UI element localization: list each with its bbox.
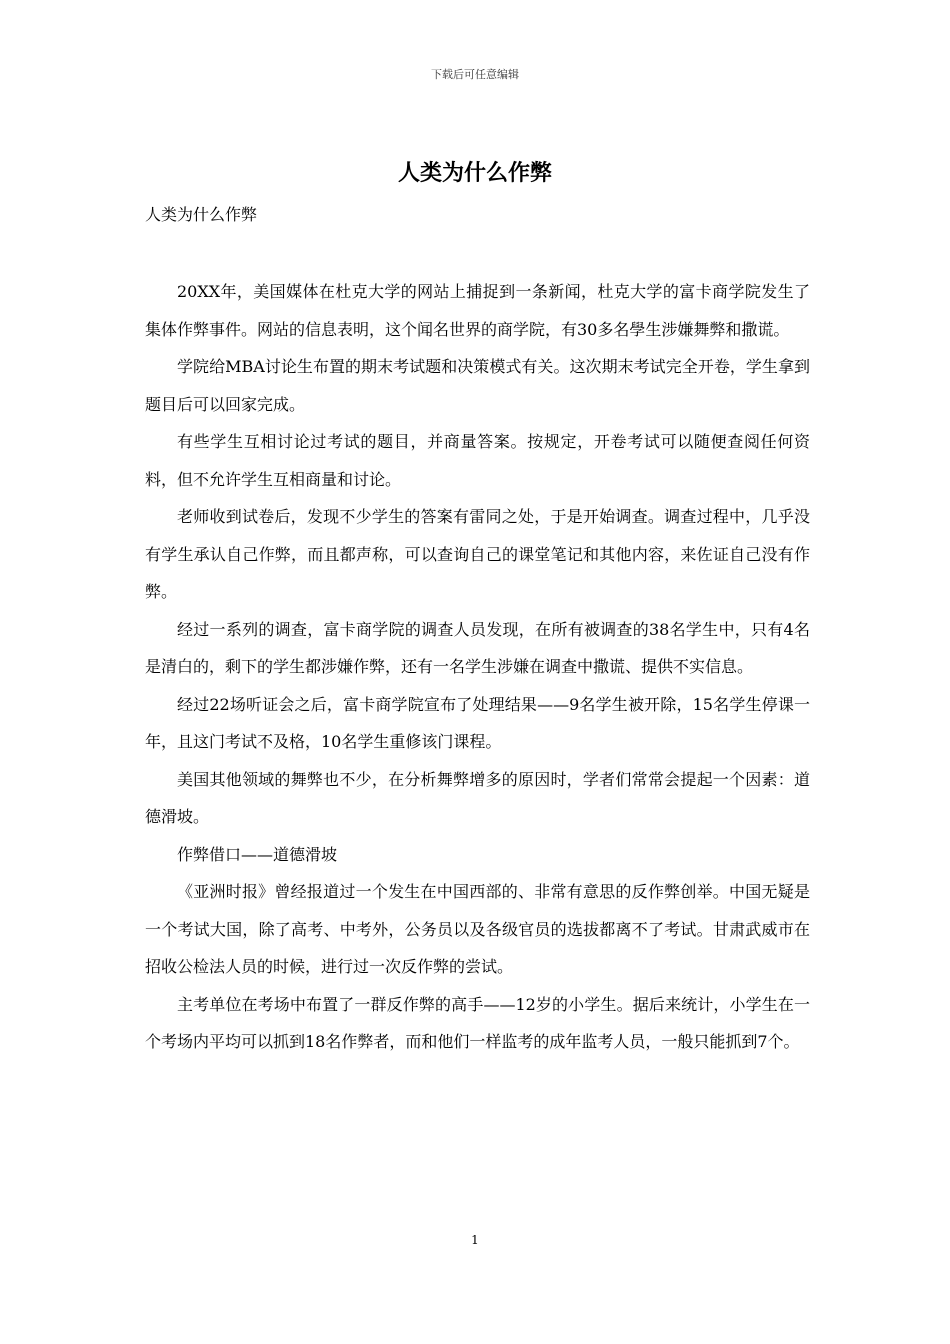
paragraph: 主考单位在考场中布置了一群反作弊的高手——12岁的小学生。据后来统计，小学生在一个考场内平均可以抓到18名作弊者，而和他们一样监考的成年监考人员，一般只能抓到7个。 bbox=[145, 994, 810, 1051]
paragraph: 美国其他领域的舞弊也不少，在分析舞弊增多的原因时，学者们常常会提起一个因素：道德滑坡。 bbox=[145, 769, 810, 826]
document-subtitle: 人类为什么作弊 bbox=[145, 205, 258, 224]
document-title: 人类为什么作弊 bbox=[397, 160, 552, 186]
paragraph: 20XX年，美国媒体在杜克大学的网站上捕捉到一条新闻，杜克大学的富卡商学院发生了集体作弊事件。网站的信息表明，这个闻名世界的商学院，有30多名學生涉嫌舞弊和撒谎。 bbox=[145, 282, 810, 339]
header-note: 下载后可任意编辑 bbox=[431, 68, 519, 81]
paragraph: 学院给MBA讨论生布置的期末考试题和决策模式有关。这次期末考试完全开卷，学生拿到题目后可以回家完成。 bbox=[145, 357, 810, 414]
section-heading: 作弊借口——道德滑坡 bbox=[177, 844, 338, 864]
document-body bbox=[145, 273, 810, 1061]
page-number: 1 bbox=[471, 1233, 479, 1247]
paragraph: 老师收到试卷后，发现不少学生的答案有雷同之处，于是开始调查。调查过程中，几乎没有学生承认自己作弊，而且都声称，可以查询自己的课堂笔记和其他内容，来佐证自己没有作弊。 bbox=[145, 507, 810, 601]
paragraph: 有些学生互相讨论过考试的题目，并商量答案。按规定，开卷考试可以随便查阅任何资料，但不允许学生互相商量和讨论。 bbox=[145, 432, 810, 489]
paragraph: 《亚洲时报》曾经报道过一个发生在中国西部的、非常有意思的反作弊创举。中国无疑是一个考试大国，除了高考、中考外，公务员以及各级官员的选拔都离不了考试。甘肃武威市在招收公检法人员的时候，进行过一次反作弊的尝试。 bbox=[145, 882, 810, 976]
paragraph: 经过一系列的调查，富卡商学院的调查人员发现，在所有被调查的38名学生中，只有4名是清白的，剩下的学生都涉嫌作弊，还有一名学生涉嫌在调查中撒谎、提供不实信息。 bbox=[145, 619, 810, 676]
paragraph: 经过22场听证会之后，富卡商学院宣布了处理结果——9名学生被开除，15名学生停课一年，且这门考试不及格，10名学生重修该门课程。 bbox=[145, 694, 810, 751]
